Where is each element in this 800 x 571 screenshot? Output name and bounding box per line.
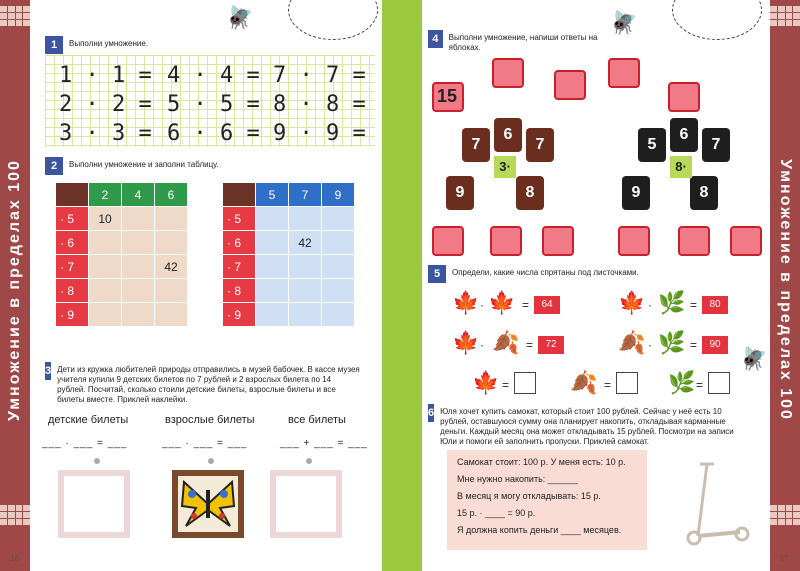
table-cell[interactable] — [155, 279, 188, 303]
table-header: 2 — [89, 183, 122, 207]
task-5 — [428, 265, 639, 283]
task-4-text: Выполни умножение, напиши ответы на яблоках. — [448, 33, 598, 52]
leaf-icon: 🍁 — [472, 370, 500, 395]
apple[interactable] — [492, 58, 524, 88]
pin-icon — [208, 458, 214, 464]
note-line: В месяц я могу откладывать: 15 р. — [457, 491, 601, 501]
mult-column-3 — [273, 61, 366, 148]
blank-equation-adults[interactable]: ___ · ___ = ___ — [162, 438, 248, 449]
ant-brown: 8 — [516, 176, 544, 210]
ant-black: 6 — [670, 118, 698, 152]
pin-icon — [306, 458, 312, 464]
mult-expr: 6 · 6 = — [167, 121, 260, 146]
leaf-icon: 🍁 — [452, 290, 480, 315]
table-header: 5 — [256, 183, 289, 207]
table-cell[interactable] — [322, 231, 355, 255]
multiplier-box-left: 3· — [494, 156, 516, 178]
scooter-icon — [680, 460, 750, 546]
apple-number: 15 — [437, 86, 458, 106]
row-label: · 6 — [56, 231, 89, 255]
note-line[interactable]: Я должна копить деньги ____ месяцев. — [457, 525, 622, 535]
table-cell[interactable] — [122, 231, 155, 255]
apple[interactable] — [730, 226, 762, 256]
grid-paper — [45, 55, 375, 147]
fly-icon: 🪰 — [740, 346, 768, 371]
sidebar-tiles-top — [0, 6, 30, 26]
savings-note — [447, 450, 647, 550]
apple[interactable] — [554, 70, 586, 100]
apple[interactable] — [618, 226, 650, 256]
table-cell[interactable] — [89, 279, 122, 303]
table-corner — [223, 183, 256, 207]
table-header: 4 — [122, 183, 155, 207]
row-label: · 7 — [223, 255, 256, 279]
table-cell[interactable] — [289, 255, 322, 279]
leaf-icon: 🌿 — [658, 290, 686, 315]
mult-expr: 3 · 3 = — [59, 121, 152, 146]
mult-expr: 2 · 2 = — [59, 92, 152, 117]
table-cell[interactable] — [289, 279, 322, 303]
table-cell[interactable] — [322, 207, 355, 231]
sidebar-tiles-bottom — [770, 505, 800, 525]
task-6-number: 6 — [428, 404, 434, 422]
leaf-icon: 🌿 — [658, 330, 686, 355]
answer-box: 72 — [538, 336, 564, 354]
mult-expr: 9 · 9 = — [273, 121, 366, 146]
table-cell[interactable]: 42 — [289, 231, 322, 255]
blank-equation-children[interactable]: ___ · ___ = ___ — [42, 438, 128, 449]
table-header: 6 — [155, 183, 188, 207]
table-cell[interactable]: 10 — [89, 207, 122, 231]
answer-box: 64 — [534, 296, 560, 314]
leaf-icon: 🍁 — [452, 330, 480, 355]
apple[interactable] — [608, 58, 640, 88]
mult-expr: 1 · 1 = — [59, 63, 152, 88]
table-cell[interactable] — [322, 303, 355, 327]
operator: · — [648, 338, 652, 352]
sidebar-title-right: Умножение в пределах 100 — [777, 159, 794, 421]
ant-black: 9 — [622, 176, 650, 210]
operator: = — [690, 298, 698, 312]
leaf-icon: 🍂 — [570, 370, 598, 395]
task-5-text: Определи, какие числа спрятаны под листочками. — [452, 268, 639, 277]
table-header: 7 — [289, 183, 322, 207]
answer-box: 90 — [702, 336, 728, 354]
task-4 — [428, 30, 598, 53]
table-cell[interactable] — [155, 303, 188, 327]
table-cell[interactable] — [122, 279, 155, 303]
mult-expr: 4 · 4 = — [167, 63, 260, 88]
task-5-number: 5 — [428, 265, 446, 283]
sticker-spot — [288, 0, 378, 40]
multiplier-box-right: 8· — [670, 156, 692, 178]
operator: · — [480, 338, 484, 352]
task-1-number: 1 — [45, 36, 63, 54]
right-sidebar — [770, 0, 800, 571]
row-label: · 9 — [223, 303, 256, 327]
operator: = — [604, 378, 612, 392]
answer-input[interactable] — [514, 372, 536, 394]
table-cell[interactable] — [155, 231, 188, 255]
sticker-spot — [672, 0, 762, 40]
ticket-label-children: детские билеты — [48, 414, 129, 426]
table-cell[interactable] — [122, 207, 155, 231]
mult-expr: 5 · 5 = — [167, 92, 260, 117]
task-3-number: 3 — [45, 362, 51, 380]
table-cell[interactable] — [256, 231, 289, 255]
answer-box: 80 — [702, 296, 728, 314]
table-cell[interactable] — [256, 207, 289, 231]
row-label: · 7 — [56, 255, 89, 279]
page-number-right: 17 — [779, 554, 788, 563]
left-page — [0, 0, 382, 571]
fly-icon: 🪰 — [610, 10, 638, 35]
table-cell[interactable] — [289, 303, 322, 327]
operator: = — [696, 378, 704, 392]
multiplication-table-b — [222, 182, 355, 327]
ticket-label-adults: взрослые билеты — [165, 414, 255, 426]
mult-expr: 8 · 8 = — [273, 92, 366, 117]
operator: = — [690, 338, 698, 352]
sticker-frame-children[interactable] — [58, 470, 130, 538]
task-4-number: 4 — [428, 30, 443, 48]
leaf-icon: 🍁 — [618, 290, 646, 315]
leaf-icon: 🍂 — [618, 330, 646, 355]
operator: = — [526, 338, 534, 352]
row-label: · 5 — [56, 207, 89, 231]
table-corner — [56, 183, 89, 207]
apple[interactable] — [542, 226, 574, 256]
table-header: 9 — [322, 183, 355, 207]
table-cell[interactable] — [289, 207, 322, 231]
task-3 — [45, 362, 360, 405]
table-cell[interactable] — [155, 207, 188, 231]
ant-brown: 6 — [494, 118, 522, 152]
table-cell[interactable] — [89, 255, 122, 279]
left-sidebar — [0, 0, 30, 571]
task-2 — [45, 157, 219, 175]
operator: = — [502, 378, 510, 392]
mult-column-1 — [59, 61, 152, 148]
operator: · — [480, 298, 484, 312]
note-line: Самокат стоит: 100 р. У меня есть: 10 р. — [457, 457, 626, 467]
butterfly-frame — [172, 470, 244, 538]
table-cell[interactable] — [322, 279, 355, 303]
task-6 — [428, 404, 740, 447]
operator: = — [522, 298, 530, 312]
multiplication-table-a — [55, 182, 188, 327]
answer-input[interactable] — [708, 372, 730, 394]
mult-column-2 — [167, 61, 260, 148]
table-cell[interactable]: 42 — [155, 255, 188, 279]
page-number-left: 16 — [10, 554, 19, 563]
table-cell[interactable] — [122, 255, 155, 279]
butterfly-icon — [178, 476, 238, 532]
leaf-icon: 🌿 — [668, 370, 696, 395]
apple[interactable] — [432, 82, 464, 112]
sticker-frame-all[interactable] — [270, 470, 342, 538]
row-label: · 5 — [223, 207, 256, 231]
task-3-text: Дети из кружка любителей природы отправились в музей бабочек. В кассе музея учителя купили 9 детских билетов по 7 рублей и 2 взрослых билета по 14 рублей. Посчитай, сколько стоили детские билеты, взрослые билеты и все билеты вместе. Приклей наклейки. — [57, 365, 360, 404]
task-1-text: Выполни умножение. — [69, 39, 149, 48]
ant-brown: 7 — [462, 128, 490, 162]
task-1 — [45, 36, 148, 54]
apple[interactable] — [432, 226, 464, 256]
ant-brown: 7 — [526, 128, 554, 162]
table-cell[interactable] — [256, 255, 289, 279]
apple[interactable] — [678, 226, 710, 256]
sidebar-tiles-bottom — [0, 505, 30, 525]
task-2-number: 2 — [45, 157, 63, 175]
task-6-text: Юля хочет купить самокат, который стоит 100 рублей. Сейчас у неё есть 10 рублей, оставшуюся сумму она планирует накопить, откладывая карманные деньги. Каждый месяц она может откладывать 15 рублей. Посмотри на записи Юли и помоги ей заполнить пропуски. Приклей самокат. — [440, 407, 734, 446]
ant-brown: 9 — [446, 176, 474, 210]
ticket-label-all: все билеты — [288, 414, 346, 426]
table-cell[interactable] — [322, 255, 355, 279]
apple[interactable] — [668, 82, 700, 112]
ant-black: 5 — [638, 128, 666, 162]
answer-input[interactable] — [616, 372, 638, 394]
note-line[interactable]: Мне нужно накопить: ______ — [457, 474, 578, 484]
row-label: · 9 — [56, 303, 89, 327]
table-cell[interactable] — [256, 279, 289, 303]
row-label: · 6 — [223, 231, 256, 255]
apple[interactable] — [490, 226, 522, 256]
note-line[interactable]: 15 р. · ____ = 90 р. — [457, 508, 536, 518]
task-2-text: Выполни умножение и заполни таблицу. — [69, 160, 219, 169]
mult-expr: 7 · 7 = — [273, 63, 366, 88]
table-cell[interactable] — [89, 231, 122, 255]
row-label: · 8 — [56, 279, 89, 303]
row-label: · 8 — [223, 279, 256, 303]
operator: · — [648, 298, 652, 312]
sidebar-tiles-top — [770, 6, 800, 26]
table-cell[interactable] — [122, 303, 155, 327]
ant-black: 8 — [690, 176, 718, 210]
leaf-icon: 🍁 — [488, 290, 516, 315]
ant-black: 7 — [702, 128, 730, 162]
page-gutter — [382, 0, 422, 571]
table-cell[interactable] — [89, 303, 122, 327]
pin-icon — [94, 458, 100, 464]
blank-equation-all[interactable]: ___ + ___ = ___ — [280, 438, 368, 449]
fly-icon: 🪰 — [226, 5, 254, 30]
table-cell[interactable] — [256, 303, 289, 327]
leaf-icon: 🍂 — [492, 330, 520, 355]
sidebar-title-left: Умножение в пределах 100 — [6, 159, 23, 421]
